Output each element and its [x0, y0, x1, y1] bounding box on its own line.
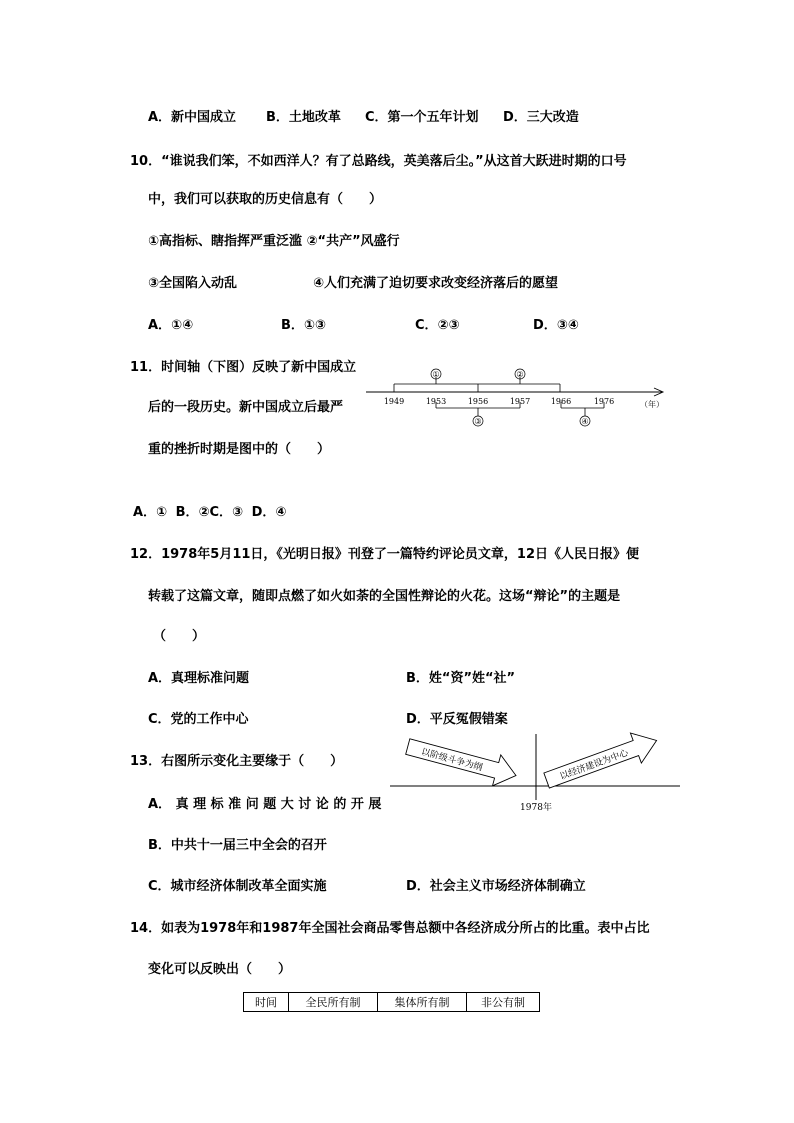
q13-option-d[interactable]: D．社会主义市场经济体制确立: [406, 879, 586, 894]
table-header-cell: 集体所有制: [378, 993, 467, 1012]
q13-option-b[interactable]: B．中共十一届三中全会的召开: [148, 838, 327, 853]
q11-stem-line2: 后的一段历史。新中国成立后最严: [148, 400, 344, 415]
q11-stem-line1: 11．时间轴（下图）反映了新中国成立: [130, 360, 357, 375]
left-arrow-label: 以阶级斗争为纲: [419, 747, 484, 774]
q11-options[interactable]: A．① B．②C．③ D．④: [133, 505, 287, 520]
q10-stem-line1: 10．“谁说我们笨，不如西洋人？有了总路线，英美落后尘。”从这首大跃进时期的口号: [130, 154, 627, 169]
year-label: 1956: [467, 397, 489, 406]
q12-stem-line3: （ ）: [153, 629, 206, 644]
q13-stem: 13．右图所示变化主要缘于（ ）: [130, 754, 344, 769]
q11-timeline-figure: [360, 362, 670, 432]
year-label: 1949: [383, 397, 405, 406]
q14-stem-line1: 14．如表为1978年和1987年全国社会商品零售总额中各经济成分所占的比重。表中占比: [130, 921, 650, 936]
marker-3: ③: [474, 417, 482, 426]
q13-option-c[interactable]: C．城市经济体制改革全面实施: [148, 879, 327, 894]
q11-stem-line3: 重的挫折时期是图中的（ ）: [148, 442, 331, 457]
year-label: 1953: [425, 397, 447, 406]
figure-year-label: 1978年: [520, 803, 552, 813]
q10-option-a[interactable]: A．①④: [148, 318, 194, 333]
table-header-cell: 非公有制: [467, 993, 540, 1012]
marker-1: ①: [432, 370, 440, 379]
q10-option-b[interactable]: B．①③: [281, 318, 326, 333]
q12-stem-line2: 转载了这篇文章，随即点燃了如火如荼的全国性辩论的火花。这场“辩论”的主题是: [148, 589, 621, 604]
table-header-cell: 时间: [244, 993, 289, 1012]
q9-option-d[interactable]: D．三大改造: [503, 110, 579, 125]
q10-stem-line2: 中，我们可以获取的历史信息有（ ）: [148, 192, 383, 207]
q14-table: [243, 992, 540, 1012]
q12-option-c[interactable]: C．党的工作中心: [148, 712, 249, 727]
year-label: 1966: [550, 397, 572, 406]
left-arrow: [404, 731, 520, 791]
table-header-row: [244, 993, 540, 1012]
year-label: 1976: [593, 397, 615, 406]
year-label: 1957: [509, 397, 531, 406]
q12-stem-line1: 12．1978年5月11日，《光明日报》刊登了一篇特约评论员文章，12日《人民日报》便: [130, 547, 639, 562]
q9-option-b[interactable]: B．土地改革: [266, 110, 341, 125]
q12-option-a[interactable]: A．真理标准问题: [148, 671, 250, 686]
q12-option-d[interactable]: D．平反冤假错案: [406, 712, 508, 727]
table-header-cell: 全民所有制: [289, 993, 378, 1012]
q9-option-a[interactable]: A．新中国成立: [148, 110, 237, 125]
q9-option-c[interactable]: C．第一个五年计划: [365, 110, 479, 125]
q13-shift-figure: [388, 730, 682, 814]
year-unit: （年）: [640, 400, 664, 409]
q10-item-3: ③全国陷入动乱: [148, 276, 238, 291]
q14-stem-line2: 变化可以反映出（ ）: [148, 962, 292, 977]
q13-option-a[interactable]: A． 真 理 标 准 问 题 大 讨 论 的 开 展: [148, 797, 382, 812]
q10-option-c[interactable]: C．②③: [415, 318, 460, 333]
right-arrow-label: 以经济建设为中心: [558, 748, 630, 783]
q10-option-d[interactable]: D．③④: [533, 318, 579, 333]
q12-option-b[interactable]: B．姓“资”姓“社”: [406, 671, 516, 686]
marker-2: ②: [516, 370, 524, 379]
q10-item-1-2: ①高指标、瞎指挥严重泛滥 ②“共产”风盛行: [148, 234, 400, 249]
q10-item-4: ④人们充满了迫切要求改变经济落后的愿望: [313, 276, 559, 291]
marker-4: ④: [581, 417, 589, 426]
